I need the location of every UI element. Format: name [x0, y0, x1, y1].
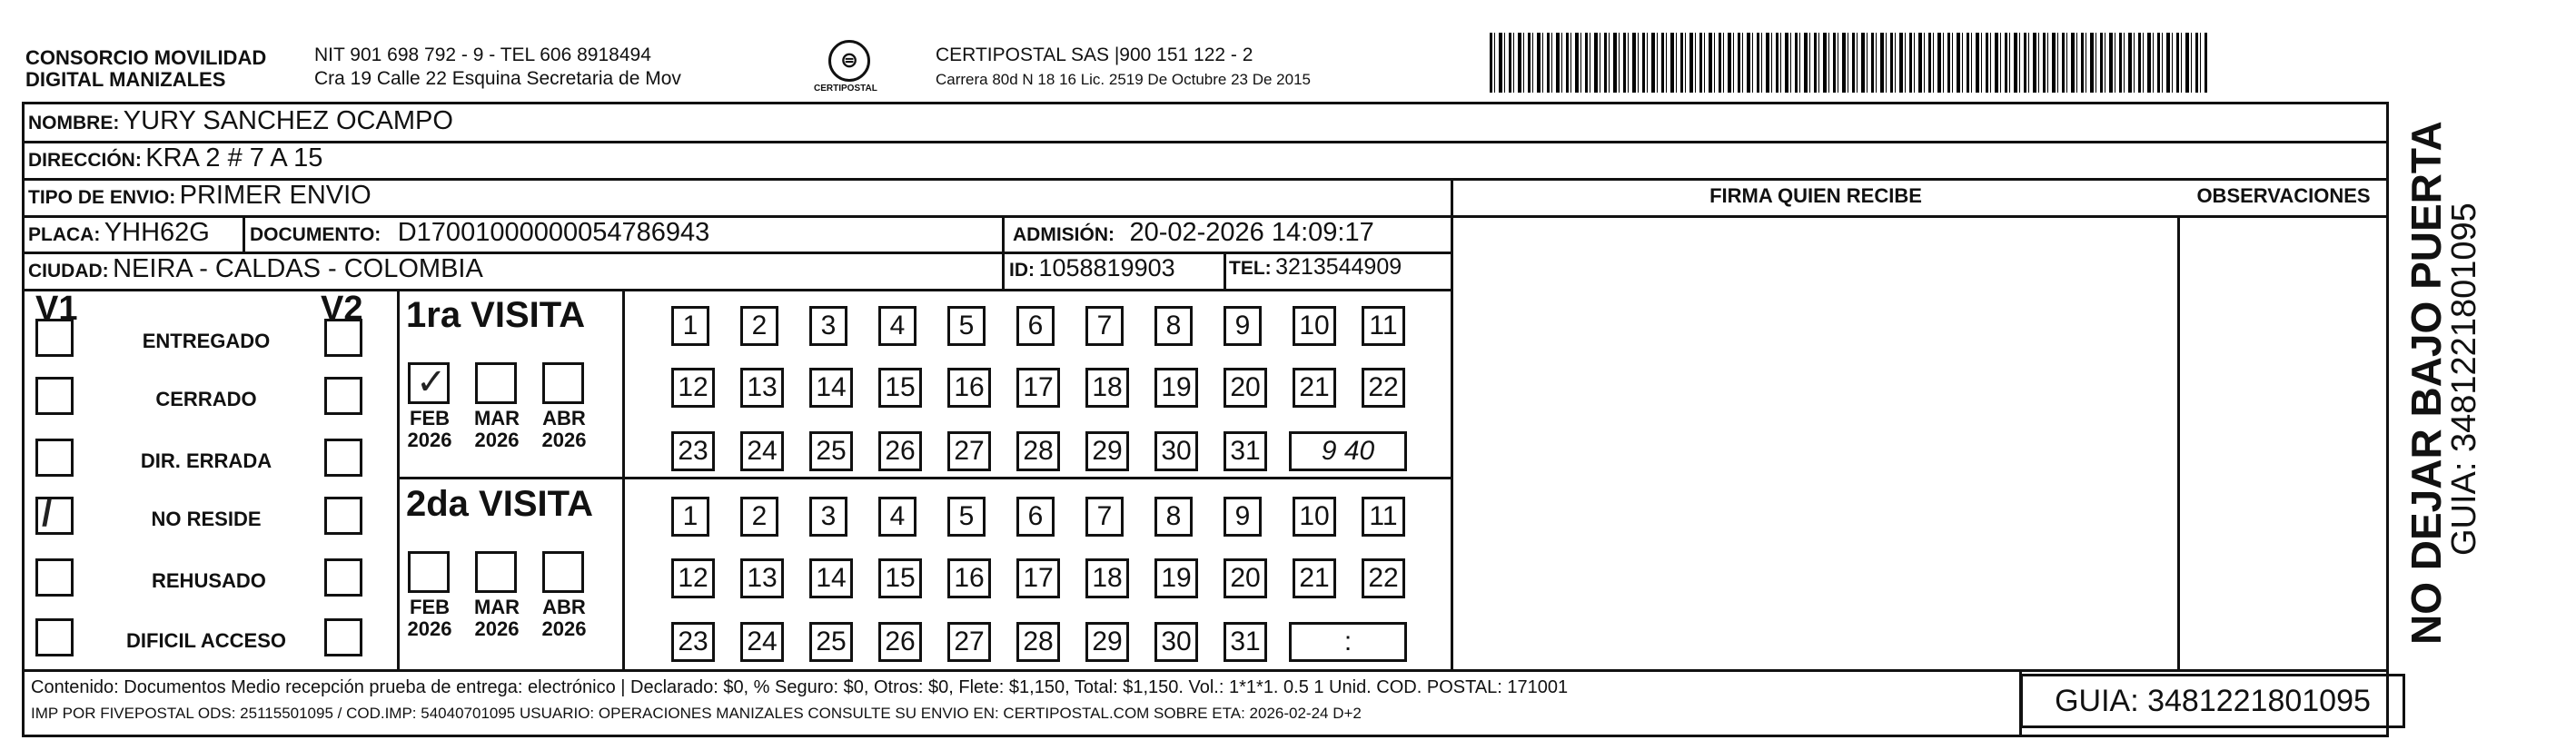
day-box-14[interactable]: 14 — [809, 558, 853, 598]
day-box-9[interactable]: 9 — [1224, 306, 1262, 346]
day-box-3[interactable]: 3 — [809, 497, 847, 537]
day-box-16[interactable]: 16 — [947, 558, 991, 598]
day-box-24[interactable]: 24 — [740, 622, 784, 662]
day-box-30[interactable]: 30 — [1154, 622, 1198, 662]
day-box-1[interactable]: 1 — [671, 306, 709, 346]
day-box-18[interactable]: 18 — [1085, 368, 1129, 408]
v2-checkbox-5[interactable] — [324, 618, 362, 656]
day-box-25[interactable]: 25 — [809, 431, 853, 471]
admision-cell — [1013, 218, 1374, 248]
second-visit-time-box[interactable]: : — [1289, 622, 1407, 662]
id-label: ID: — [1009, 260, 1035, 281]
v2-header: V2 — [321, 290, 363, 328]
day-box-11[interactable]: 11 — [1362, 306, 1405, 346]
v1-checkbox-2[interactable] — [35, 439, 74, 477]
day-box-15[interactable]: 15 — [878, 368, 922, 408]
placa-cell — [28, 218, 210, 248]
status-option-label: NO RESIDE — [151, 508, 262, 530]
month-checkbox[interactable] — [542, 551, 584, 593]
guia-box: GUIA: 3481221801095 — [2020, 674, 2405, 728]
ciudad-value: NEIRA - CALDAS - COLOMBIA — [113, 254, 483, 283]
company-name-line2: DIGITAL MANIZALES — [25, 68, 226, 91]
day-box-20[interactable]: 20 — [1224, 558, 1267, 598]
day-box-4[interactable]: 4 — [878, 497, 916, 537]
month-label: ABR 2026 — [541, 407, 587, 451]
footer-content-line: Contenido: Documentos Medio recepción prueba de entrega: electrónico | Declarado: $0, % Seguro: $0, Otros: $0, Flete: $1,150, Total: $1,150. Vol.: 1*1*1. 0.5 1 Unid. COD. POSTAL: 171001 — [31, 677, 1569, 697]
no-dejar-bajo-puerta: NO DEJAR BAJO PUERTA — [2403, 121, 2450, 645]
checkmark-icon: ✓ — [416, 362, 447, 402]
company-address: Cra 19 Calle 22 Esquina Secretaria de Mov — [314, 68, 681, 89]
v1-checkbox-0[interactable] — [35, 319, 74, 357]
day-box-13[interactable]: 13 — [740, 558, 784, 598]
day-box-5[interactable]: 5 — [947, 497, 986, 537]
month-checkbox[interactable] — [542, 362, 584, 404]
firma-column-header: FIRMA QUIEN RECIBE — [1709, 184, 1922, 207]
day-box-12[interactable]: 12 — [671, 368, 715, 408]
nombre-value: YURY SANCHEZ OCAMPO — [123, 106, 453, 135]
day-box-26[interactable]: 26 — [878, 431, 922, 471]
v1-checkbox-5[interactable] — [35, 618, 74, 656]
day-box-10[interactable]: 10 — [1293, 497, 1336, 537]
day-box-2[interactable]: 2 — [740, 306, 778, 346]
month-checkbox[interactable] — [408, 362, 450, 404]
day-box-15[interactable]: 15 — [878, 558, 922, 598]
v1-checkbox-3[interactable] — [35, 494, 74, 535]
id-value: 1058819903 — [1038, 254, 1175, 281]
v2-checkbox-0[interactable] — [324, 319, 362, 357]
day-box-12[interactable]: 12 — [671, 558, 715, 598]
v2-checkbox-2[interactable] — [324, 439, 362, 477]
day-box-16[interactable]: 16 — [947, 368, 991, 408]
day-box-29[interactable]: 29 — [1085, 431, 1129, 471]
day-box-3[interactable]: 3 — [809, 306, 847, 346]
day-box-2[interactable]: 2 — [740, 497, 778, 537]
second-visit-title: 2da VISITA — [406, 484, 593, 524]
day-box-8[interactable]: 8 — [1154, 306, 1193, 346]
side-guia-number: GUIA: 3481221801095 — [2445, 202, 2483, 556]
placa-value: YHH62G — [104, 218, 210, 247]
day-box-13[interactable]: 13 — [740, 368, 784, 408]
admision-label: ADMISIÓN: — [1013, 224, 1115, 245]
day-box-11[interactable]: 11 — [1362, 497, 1405, 537]
status-option-label: DIR. ERRADA — [140, 449, 272, 472]
footer-imp-line: IMP POR FIVEPOSTAL ODS: 25115501095 / COD.IMP: 54040701095 USUARIO: OPERACIONES MANIZALES CONSULTE SU ENVIO EN: CERTIPOSTAL.COM SOBRE ETA: 2026-02-24 D+2 — [31, 705, 1362, 722]
v1-checkbox-4[interactable] — [35, 558, 74, 597]
day-box-27[interactable]: 27 — [947, 622, 991, 662]
day-box-19[interactable]: 19 — [1154, 368, 1198, 408]
certipostal-logo-icon: ⊜ — [828, 40, 870, 82]
nombre-label: NOMBRE: — [28, 113, 120, 133]
day-box-22[interactable]: 22 — [1362, 558, 1405, 598]
day-box-25[interactable]: 25 — [809, 622, 853, 662]
month-label: FEB 2026 — [407, 596, 452, 640]
first-visit-title: 1ra VISITA — [406, 295, 586, 335]
tel-value: 3213544909 — [1275, 254, 1402, 280]
day-box-17[interactable]: 17 — [1016, 558, 1060, 598]
day-box-4[interactable]: 4 — [878, 306, 916, 346]
day-box-23[interactable]: 23 — [671, 622, 715, 662]
id-cell — [1009, 254, 1175, 282]
month-checkbox[interactable] — [475, 551, 517, 593]
day-box-28[interactable]: 28 — [1016, 431, 1060, 471]
day-box-7[interactable]: 7 — [1085, 497, 1124, 537]
direccion-row — [28, 143, 322, 173]
status-option-label: ENTREGADO — [142, 330, 271, 352]
tel-cell — [1229, 254, 1402, 281]
barcode — [1490, 33, 2207, 93]
status-option-label: REHUSADO — [152, 569, 266, 592]
day-box-17[interactable]: 17 — [1016, 368, 1060, 408]
placa-label: PLACA: — [28, 224, 101, 245]
ciudad-cell — [28, 254, 483, 284]
nombre-row — [28, 106, 453, 136]
carrier-address: Carrera 80d N 18 16 Lic. 2519 De Octubre 23 De 2015 — [936, 71, 1311, 88]
v2-checkbox-4[interactable] — [324, 558, 362, 597]
documento-cell — [250, 218, 709, 248]
nit-line: NIT 901 698 792 - 9 - TEL 606 8918494 — [314, 44, 651, 65]
day-box-24[interactable]: 24 — [740, 431, 784, 471]
v2-checkbox-3[interactable] — [324, 497, 362, 535]
status-option-label: DIFICIL ACCESO — [126, 629, 287, 652]
observaciones-column-header: OBSERVACIONES — [2196, 184, 2371, 207]
day-box-8[interactable]: 8 — [1154, 497, 1193, 537]
month-checkbox[interactable] — [408, 551, 450, 593]
delivery-form — [22, 102, 2389, 737]
direccion-label: DIRECCIÓN: — [28, 150, 142, 171]
day-box-21[interactable]: 21 — [1293, 368, 1336, 408]
day-box-30[interactable]: 30 — [1154, 431, 1198, 471]
tipo-envio-label: TIPO DE ENVIO: — [28, 187, 176, 208]
day-box-6[interactable]: 6 — [1016, 497, 1055, 537]
day-box-31[interactable]: 31 — [1224, 622, 1267, 662]
documento-value: D17001000000054786943 — [397, 218, 710, 247]
day-box-1[interactable]: 1 — [671, 497, 709, 537]
ciudad-label: CIUDAD: — [28, 261, 109, 281]
logo-caption: CERTIPOSTAL — [814, 84, 877, 94]
day-box-19[interactable]: 19 — [1154, 558, 1198, 598]
day-box-14[interactable]: 14 — [809, 368, 853, 408]
day-box-10[interactable]: 10 — [1293, 306, 1336, 346]
day-box-20[interactable]: 20 — [1224, 368, 1267, 408]
first-visit-time-box[interactable]: 9 40 — [1289, 431, 1407, 471]
status-option-label: CERRADO — [155, 388, 257, 410]
day-box-7[interactable]: 7 — [1085, 306, 1124, 346]
company-name-line1: CONSORCIO MOVILIDAD — [25, 46, 267, 69]
month-label: MAR 2026 — [473, 596, 520, 640]
day-box-23[interactable]: 23 — [671, 431, 715, 471]
day-box-31[interactable]: 31 — [1224, 431, 1267, 471]
v1-header: V1 — [35, 290, 78, 328]
day-box-22[interactable]: 22 — [1362, 368, 1405, 408]
day-box-27[interactable]: 27 — [947, 431, 991, 471]
day-box-28[interactable]: 28 — [1016, 622, 1060, 662]
day-box-9[interactable]: 9 — [1224, 497, 1262, 537]
day-box-18[interactable]: 18 — [1085, 558, 1129, 598]
tipo-envio-value: PRIMER ENVIO — [179, 181, 372, 210]
month-label: ABR 2026 — [541, 596, 587, 640]
month-checkbox[interactable] — [475, 362, 517, 404]
tel-label: TEL: — [1229, 258, 1272, 279]
carrier-line: CERTIPOSTAL SAS |900 151 122 - 2 — [936, 44, 1253, 65]
v2-checkbox-1[interactable] — [324, 377, 362, 415]
day-box-6[interactable]: 6 — [1016, 306, 1055, 346]
documento-label: DOCUMENTO: — [250, 224, 381, 245]
month-label: MAR 2026 — [473, 407, 520, 451]
day-box-29[interactable]: 29 — [1085, 622, 1129, 662]
day-box-26[interactable]: 26 — [878, 622, 922, 662]
v1-checkbox-1[interactable] — [35, 377, 74, 415]
tipo-envio-row — [28, 181, 372, 211]
direccion-value: KRA 2 # 7 A 15 — [145, 143, 323, 173]
admision-value: 20-02-2026 14:09:17 — [1129, 218, 1374, 247]
day-box-21[interactable]: 21 — [1293, 558, 1336, 598]
day-box-5[interactable]: 5 — [947, 306, 986, 346]
checkmark-icon: / — [42, 494, 53, 534]
month-label: FEB 2026 — [407, 407, 452, 451]
